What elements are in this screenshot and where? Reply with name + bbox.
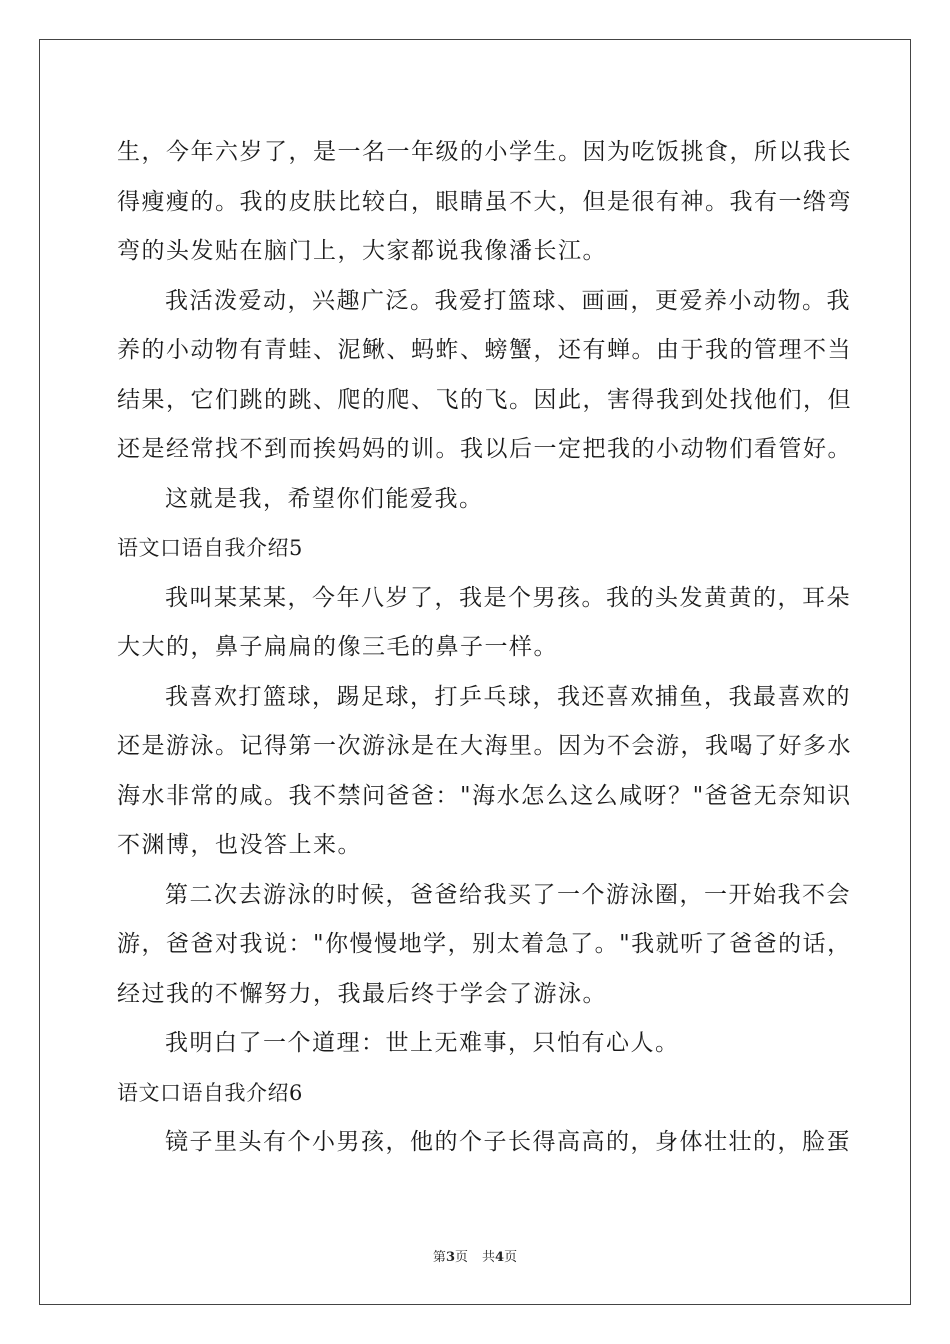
text-line: 我叫某某某，今年八岁了，我是个男孩。我的头发黄黄的，耳朵: [165, 584, 851, 611]
text-line: 我活泼爱动，兴趣广泛。我爱打篮球、画画，更爱养小动物。我: [165, 287, 851, 314]
text-line: 还是游泳。记得第一次游泳是在大海里。因为不会游，我喝了好多水: [117, 733, 852, 759]
text-line: 弯的头发贴在脑门上，大家都说我像潘长江。: [117, 238, 607, 264]
section-heading: 语文口语自我介绍6: [117, 1080, 303, 1105]
text-line: 大大的，鼻子扁扁的像三毛的鼻子一样。: [117, 634, 558, 660]
page-suffix: 页: [454, 1250, 468, 1265]
page-prefix: 第: [432, 1250, 446, 1265]
text-line: 我明白了一个道理：世上无难事，只怕有心人。: [165, 1030, 680, 1056]
text-line: 我喜欢打篮球，踢足球，打乒乓球，我还喜欢捕鱼，我最喜欢的: [165, 683, 851, 710]
page-footer: [0, 1246, 950, 1265]
text-line: 第二次去游泳的时候，爸爸给我买了一个游泳圈，一开始我不会: [165, 881, 851, 908]
document-body: [117, 128, 852, 1168]
total-prefix: 共: [482, 1250, 496, 1265]
text-line: 得瘦瘦的。我的皮肤比较白，眼睛虽不大，但是很有神。我有一绺弯: [117, 188, 852, 215]
text-line: 生，今年六岁了，是一名一年级的小学生。因为吃饭挑食，所以我长: [117, 139, 852, 165]
total-pages: 4: [495, 1250, 505, 1265]
page-number: 3: [445, 1250, 455, 1265]
text-line: 还是经常找不到而挨妈妈的训。我以后一定把我的小动物们看管好。: [117, 436, 852, 462]
text-line: 镜子里头有个小男孩，他的个子长得高高的，身体壮壮的，脸蛋: [165, 1129, 851, 1155]
section-heading: 语文口语自我介绍5: [117, 536, 303, 560]
text-line: 游，爸爸对我说："你慢慢地学，别太着急了。"我就听了爸爸的话，: [117, 931, 852, 957]
total-suffix: 页: [504, 1250, 518, 1265]
text-line: 这就是我，希望你们能爱我。: [165, 485, 484, 512]
text-line: 海水非常的咸。我不禁问爸爸："海水怎么这么咸呀？"爸爸无奈知识: [117, 782, 852, 809]
text-line: 经过我的不懈努力，我最后终于学会了游泳。: [117, 980, 607, 1007]
text-line: 结果，它们跳的跳、爬的爬、飞的飞。因此，害得我到处找他们，但: [117, 386, 852, 413]
text-line: 养的小动物有青蛙、泥鳅、蚂蚱、螃蟹，还有蝉。由于我的管理不当: [117, 337, 852, 363]
text-line: 不渊博，也没答上来。: [117, 832, 362, 858]
